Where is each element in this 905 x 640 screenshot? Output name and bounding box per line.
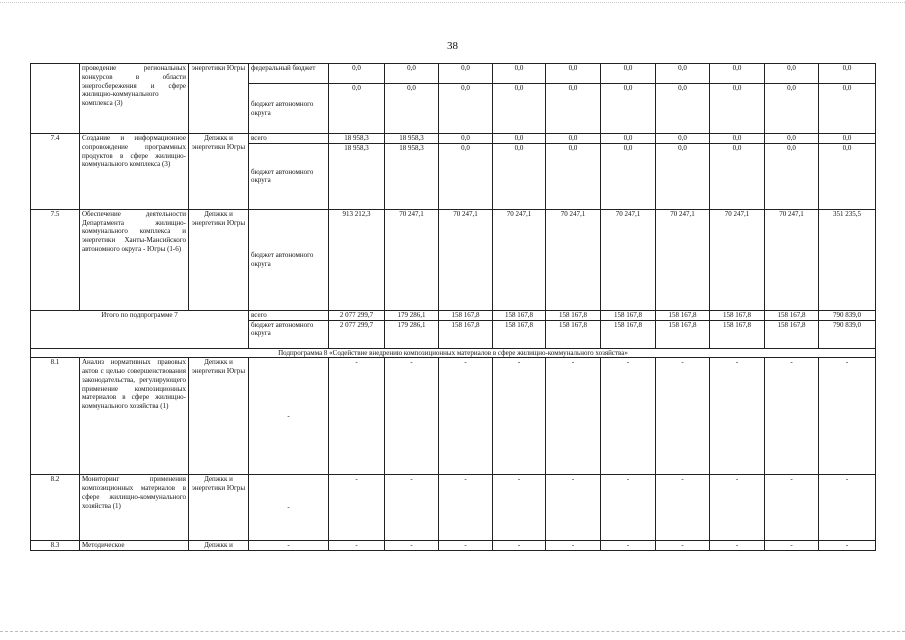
value-cell: 0,0 [710,143,765,209]
scan-edge-bottom [0,631,905,632]
value-cell: - [710,358,765,475]
value-cell: - [601,541,656,551]
value-cell: 0,0 [710,134,765,144]
value-cell: 179 286,1 [385,320,439,348]
value-cell: - [601,475,656,541]
value-cell: 158 167,8 [493,310,546,320]
value-cell: 158 167,8 [546,310,601,320]
value-cell: - [601,358,656,475]
row-executor: Депжкк и энергетики Югры [189,209,249,310]
row-executor: Депжкк и энергетики Югры [189,134,249,210]
value-cell: 18 958,3 [385,134,439,144]
value-cell: 0,0 [546,64,601,84]
value-cell: 0,0 [493,64,546,84]
row-source: бюджет автономного округа [249,143,329,209]
value-cell: 158 167,8 [710,310,765,320]
table-row [31,348,876,358]
value-cell: - [329,475,385,541]
value-cell: - [546,541,601,551]
value-cell: 0,0 [819,134,876,144]
value-cell: - [765,541,819,551]
value-cell: - [385,541,439,551]
row-name: Мониторинг применения композиционных материалов в сфере жилищно-коммунального хозяйства (1) [80,475,189,541]
value-cell: 158 167,8 [765,320,819,348]
row-source: всего [249,310,329,320]
value-cell: 70 247,1 [765,209,819,310]
value-cell: 0,0 [493,84,546,134]
value-cell: - [439,475,493,541]
value-cell: 351 235,5 [819,209,876,310]
value-cell: 158 167,8 [601,320,656,348]
value-cell: 158 167,8 [656,320,710,348]
value-cell: 0,0 [656,134,710,144]
value-cell: 0,0 [439,134,493,144]
value-cell: 70 247,1 [385,209,439,310]
value-cell: - [493,475,546,541]
table-row [31,310,876,320]
value-cell: 70 247,1 [493,209,546,310]
page-number: 38 [447,40,458,52]
value-cell: 0,0 [656,64,710,84]
value-cell: 0,0 [439,143,493,209]
row-source: бюджет автономного округа [249,84,329,134]
table-row [31,358,876,475]
value-cell: - [329,358,385,475]
value-cell: 0,0 [601,134,656,144]
row-source: всего [249,134,329,144]
value-cell: - [656,541,710,551]
row-source: бюджет автономного округа [249,320,329,348]
total-label: Итого по подпрограмме 7 [31,310,249,348]
value-cell: - [439,358,493,475]
value-cell: 0,0 [439,84,493,134]
row-name: Методическое [80,541,189,551]
value-cell: 70 247,1 [546,209,601,310]
row-executor: энергетики Югры [189,64,249,134]
value-cell: 0,0 [819,64,876,84]
value-cell: 0,0 [819,84,876,134]
value-cell: 158 167,8 [439,310,493,320]
budget-table [30,63,876,551]
row-number: 8.2 [31,475,80,541]
value-cell: 18 958,3 [385,143,439,209]
value-cell: 0,0 [546,143,601,209]
row-executor: Депжкк и энергетики Югры [189,358,249,475]
value-cell: 2 077 299,7 [329,310,385,320]
value-cell: 70 247,1 [710,209,765,310]
value-cell: - [765,358,819,475]
value-cell: 2 077 299,7 [329,320,385,348]
value-cell: 158 167,8 [601,310,656,320]
value-cell: - [546,475,601,541]
value-cell: 0,0 [656,84,710,134]
value-cell: 70 247,1 [656,209,710,310]
value-cell: 158 167,8 [439,320,493,348]
value-cell: - [765,475,819,541]
table-row [31,209,876,310]
row-name: Анализ нормативных правовых актов с целью совершенствования законодательства, регулирующего применение композиционных материалов в сфере жилищно-коммунального хозяйства (1) [80,358,189,475]
table-row [31,64,876,84]
value-cell: 790 839,0 [819,310,876,320]
value-cell: - [493,358,546,475]
value-cell: 0,0 [819,143,876,209]
value-cell: 0,0 [601,84,656,134]
value-cell: 0,0 [385,84,439,134]
value-cell: 0,0 [765,64,819,84]
row-executor: Депжкк и [189,541,249,551]
table-row [31,134,876,144]
value-cell: - [710,541,765,551]
value-cell: 179 286,1 [385,310,439,320]
value-cell: 913 212,3 [329,209,385,310]
value-cell: 790 839,0 [819,320,876,348]
value-cell: 0,0 [656,143,710,209]
value-cell: 18 958,3 [329,134,385,144]
row-source: - [249,358,329,475]
value-cell: 0,0 [439,64,493,84]
value-cell: 0,0 [546,84,601,134]
value-cell: 0,0 [601,64,656,84]
value-cell: 0,0 [493,134,546,144]
value-cell: 158 167,8 [765,310,819,320]
value-cell: 0,0 [765,84,819,134]
value-cell: 158 167,8 [546,320,601,348]
value-cell: 0,0 [493,143,546,209]
row-number: 8.1 [31,358,80,475]
value-cell: 0,0 [710,84,765,134]
value-cell: 0,0 [385,64,439,84]
value-cell: - [710,475,765,541]
table-row [31,541,876,551]
table-row [31,475,876,541]
value-cell: 70 247,1 [439,209,493,310]
value-cell: 0,0 [546,134,601,144]
scan-edge-top [0,2,905,3]
row-executor: Депжкк и энергетики Югры [189,475,249,541]
value-cell: 0,0 [329,64,385,84]
value-cell: 158 167,8 [656,310,710,320]
row-name: Обеспечение деятельности Департамента жилищно-коммунального комплекса и энергетики Ханты-Мансийского автономного округа - Югры (1-6) [80,209,189,310]
value-cell: - [385,358,439,475]
row-source: федеральный бюджет [249,64,329,84]
value-cell: 0,0 [329,84,385,134]
value-cell: - [656,475,710,541]
value-cell: - [493,541,546,551]
value-cell: - [546,358,601,475]
subprogram-header: Подпрограмма 8 «Содействие внедрению композиционных материалов в сфере жилищно-коммунального хозяйства» [31,348,876,358]
value-cell: - [439,541,493,551]
value-cell: 158 167,8 [710,320,765,348]
value-cell: - [656,358,710,475]
row-number [31,64,80,134]
value-cell: - [385,475,439,541]
value-cell: - [819,541,876,551]
value-cell: 0,0 [765,134,819,144]
row-source: бюджет автономного округа [249,209,329,310]
value-cell: 158 167,8 [493,320,546,348]
row-name: проведение региональных конкурсов в области энергосбережения и сфере жилищно-коммунального комплекса (3) [80,64,189,134]
value-cell: - [329,541,385,551]
row-source: - [249,475,329,541]
value-cell: - [819,475,876,541]
value-cell: - [819,358,876,475]
row-number: 8.3 [31,541,80,551]
value-cell: 0,0 [710,64,765,84]
row-number: 7.5 [31,209,80,310]
value-cell: 70 247,1 [601,209,656,310]
row-name: Создание и информационное сопровождение программных продуктов в сфере жилищно-коммунального комплекса (3) [80,134,189,210]
value-cell: 0,0 [601,143,656,209]
value-cell: 18 958,3 [329,143,385,209]
row-source: - [249,541,329,551]
row-number: 7.4 [31,134,80,210]
value-cell: 0,0 [765,143,819,209]
